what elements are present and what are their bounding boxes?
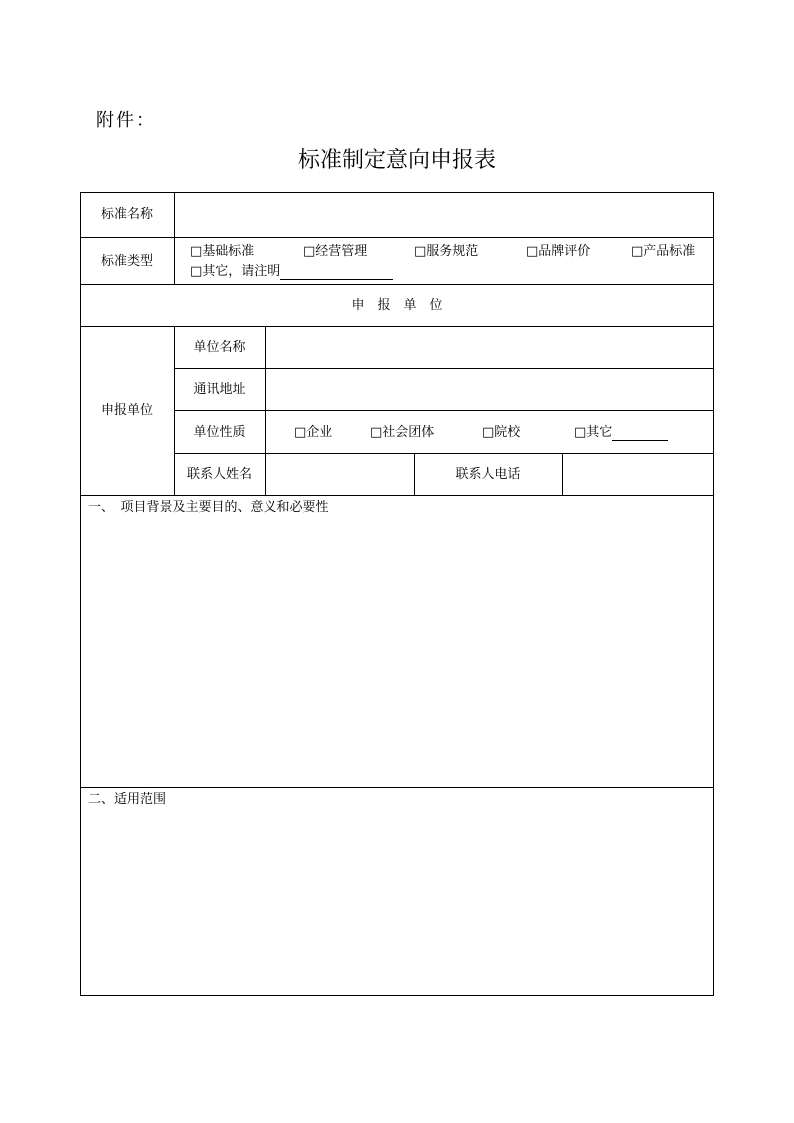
type-option-brand[interactable]: □品牌评价 [526,244,591,259]
nature-option-social-group[interactable]: □社会团体 [370,425,435,440]
row-divider [80,326,714,327]
section2-textarea[interactable] [82,812,712,994]
section1-title: 一、 项目背景及主要目的、意义和必要性 [88,500,329,515]
type-option-product[interactable]: □产品标准 [631,244,696,259]
contact-phone-label: 联系人电话 [455,467,521,482]
contact-phone-field[interactable] [564,455,712,494]
type-option-basic[interactable]: □基础标准 [190,244,255,259]
applicant-section-title: 申 报 单 位 [351,298,443,313]
type-option-other[interactable] [190,264,393,280]
address-field[interactable] [267,370,712,409]
standard-name-label: 标准名称 [100,207,153,222]
nature-option-enterprise[interactable]: □企业 [294,425,333,440]
nature-option-college[interactable]: □院校 [482,425,521,440]
row-divider [80,787,714,788]
type-option-service[interactable]: □服务规范 [414,244,479,259]
column-divider [562,453,563,495]
type-option-other-label: □其它，请注明 [190,264,281,279]
row-divider [80,237,714,238]
standard-name-field[interactable] [176,194,712,236]
nature-option-other[interactable] [574,425,668,441]
applicant-label: 申报单位 [100,403,153,418]
nature-option-other-label: □其它 [574,425,613,440]
section2-title: 二、适用范围 [88,792,167,807]
row-divider [80,284,714,285]
nature-other-blank[interactable] [612,427,668,441]
attachment-label: 附件： [96,110,156,131]
address-label: 通讯地址 [193,382,246,397]
unit-nature-label: 单位性质 [193,425,246,440]
page-title: 标准制定意向申报表 [297,148,496,173]
standard-type-label: 标准类型 [100,254,153,269]
section1-textarea[interactable] [82,520,712,785]
type-other-blank[interactable] [280,266,393,280]
unit-name-field[interactable] [267,328,712,367]
column-divider [265,326,266,495]
row-divider [174,368,714,369]
contact-name-label: 联系人姓名 [186,467,252,482]
contact-name-field[interactable] [267,455,413,494]
unit-name-label: 单位名称 [193,340,246,355]
column-divider [174,192,175,284]
row-divider [80,495,714,496]
row-divider [174,453,714,454]
type-option-management[interactable]: □经营管理 [303,244,368,259]
row-divider [174,410,714,411]
